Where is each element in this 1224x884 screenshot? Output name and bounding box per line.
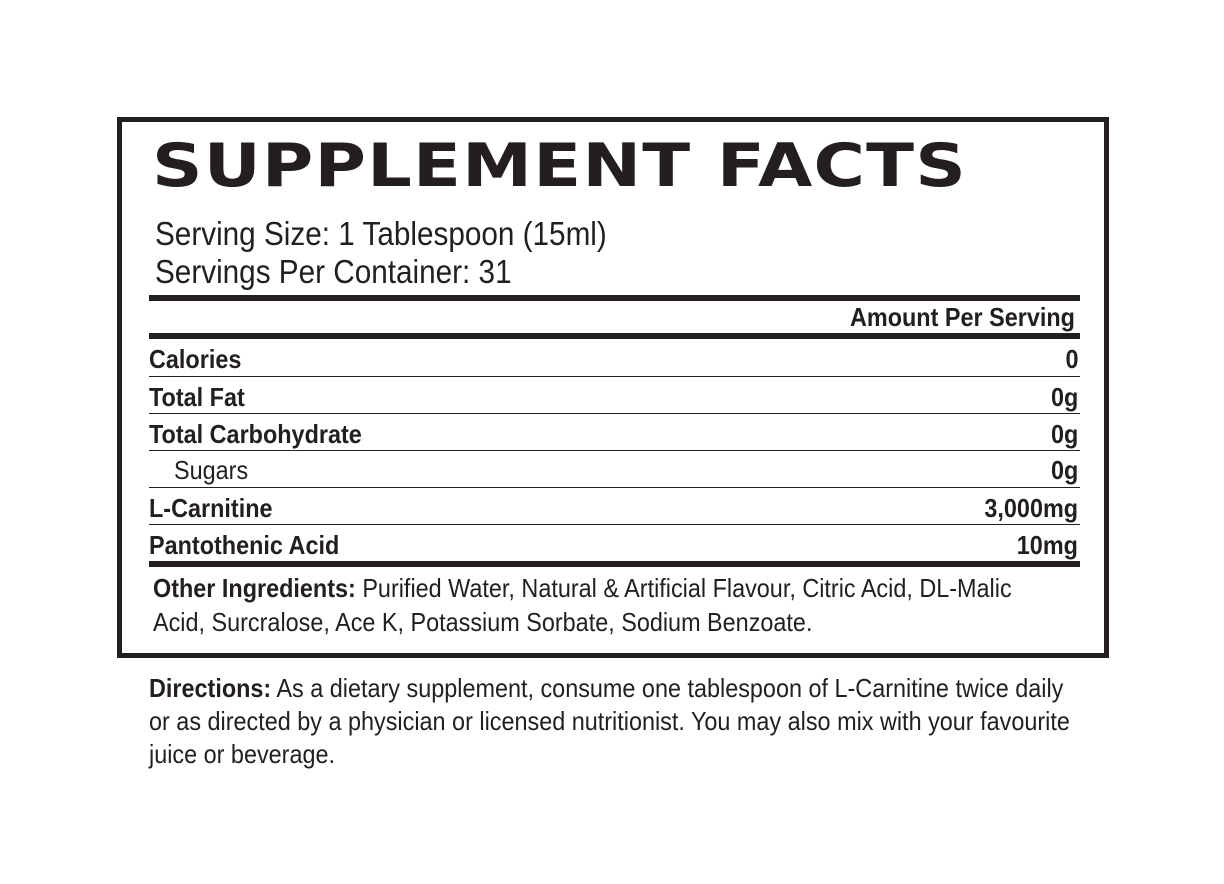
serving-info <box>155 215 607 291</box>
amount-per-serving-header: Amount Per Serving <box>850 302 1075 332</box>
nutrient-name: Pantothenic Acid <box>149 530 340 560</box>
nutrient-amount: 0g <box>1050 382 1078 412</box>
nutrient-amount: 3,000mg <box>984 493 1078 523</box>
serving-size: Serving Size: 1 Tablespoon (15ml) <box>155 215 607 252</box>
facts-row-total-fat <box>149 377 1080 414</box>
nutrient-name: Total Carbohydrate <box>149 419 362 449</box>
other-ingredients <box>153 571 1044 639</box>
nutrient-amount: 0g <box>1050 455 1078 485</box>
directions-text: As a dietary supplement, consume one tablespoon of L-Carnitine twice daily or as directed by a physician or licensed nutritionist. You may also mix with your favourite juice or beverage. <box>149 673 1070 769</box>
directions-label: Directions: <box>149 673 272 703</box>
facts-row-sugars <box>149 450 1080 487</box>
other-ingredients-text: Purified Water, Natural & Artificial Flavour, Citric Acid, DL-Malic Acid, Surcralose, Ace K, Potassium Sorbate, Sodium Benzoate. <box>153 573 1012 637</box>
nutrient-amount: 10mg <box>1016 530 1078 560</box>
facts-row-calories <box>149 339 1080 376</box>
other-ingredients-label: Other Ingredients: <box>153 573 356 603</box>
nutrient-amount: 0g <box>1050 419 1078 449</box>
directions <box>149 672 1076 771</box>
facts-row-l-carnitine <box>149 488 1080 525</box>
divider-thick-bottom <box>149 561 1080 567</box>
panel-title: SUPPLEMENT FACTS <box>152 131 967 201</box>
nutrient-name: L-Carnitine <box>149 493 273 523</box>
nutrient-name: Total Fat <box>149 382 245 412</box>
facts-row-pantothenic-acid <box>149 525 1080 562</box>
nutrient-name: Sugars <box>174 455 249 485</box>
nutrient-name: Calories <box>149 344 242 374</box>
nutrient-amount: 0 <box>1064 344 1078 374</box>
servings-per-container: Servings Per Container: 31 <box>155 253 512 290</box>
supplement-facts-panel <box>117 117 1109 658</box>
facts-row-total-carbohydrate <box>149 414 1080 451</box>
divider-thick-top <box>149 295 1080 301</box>
